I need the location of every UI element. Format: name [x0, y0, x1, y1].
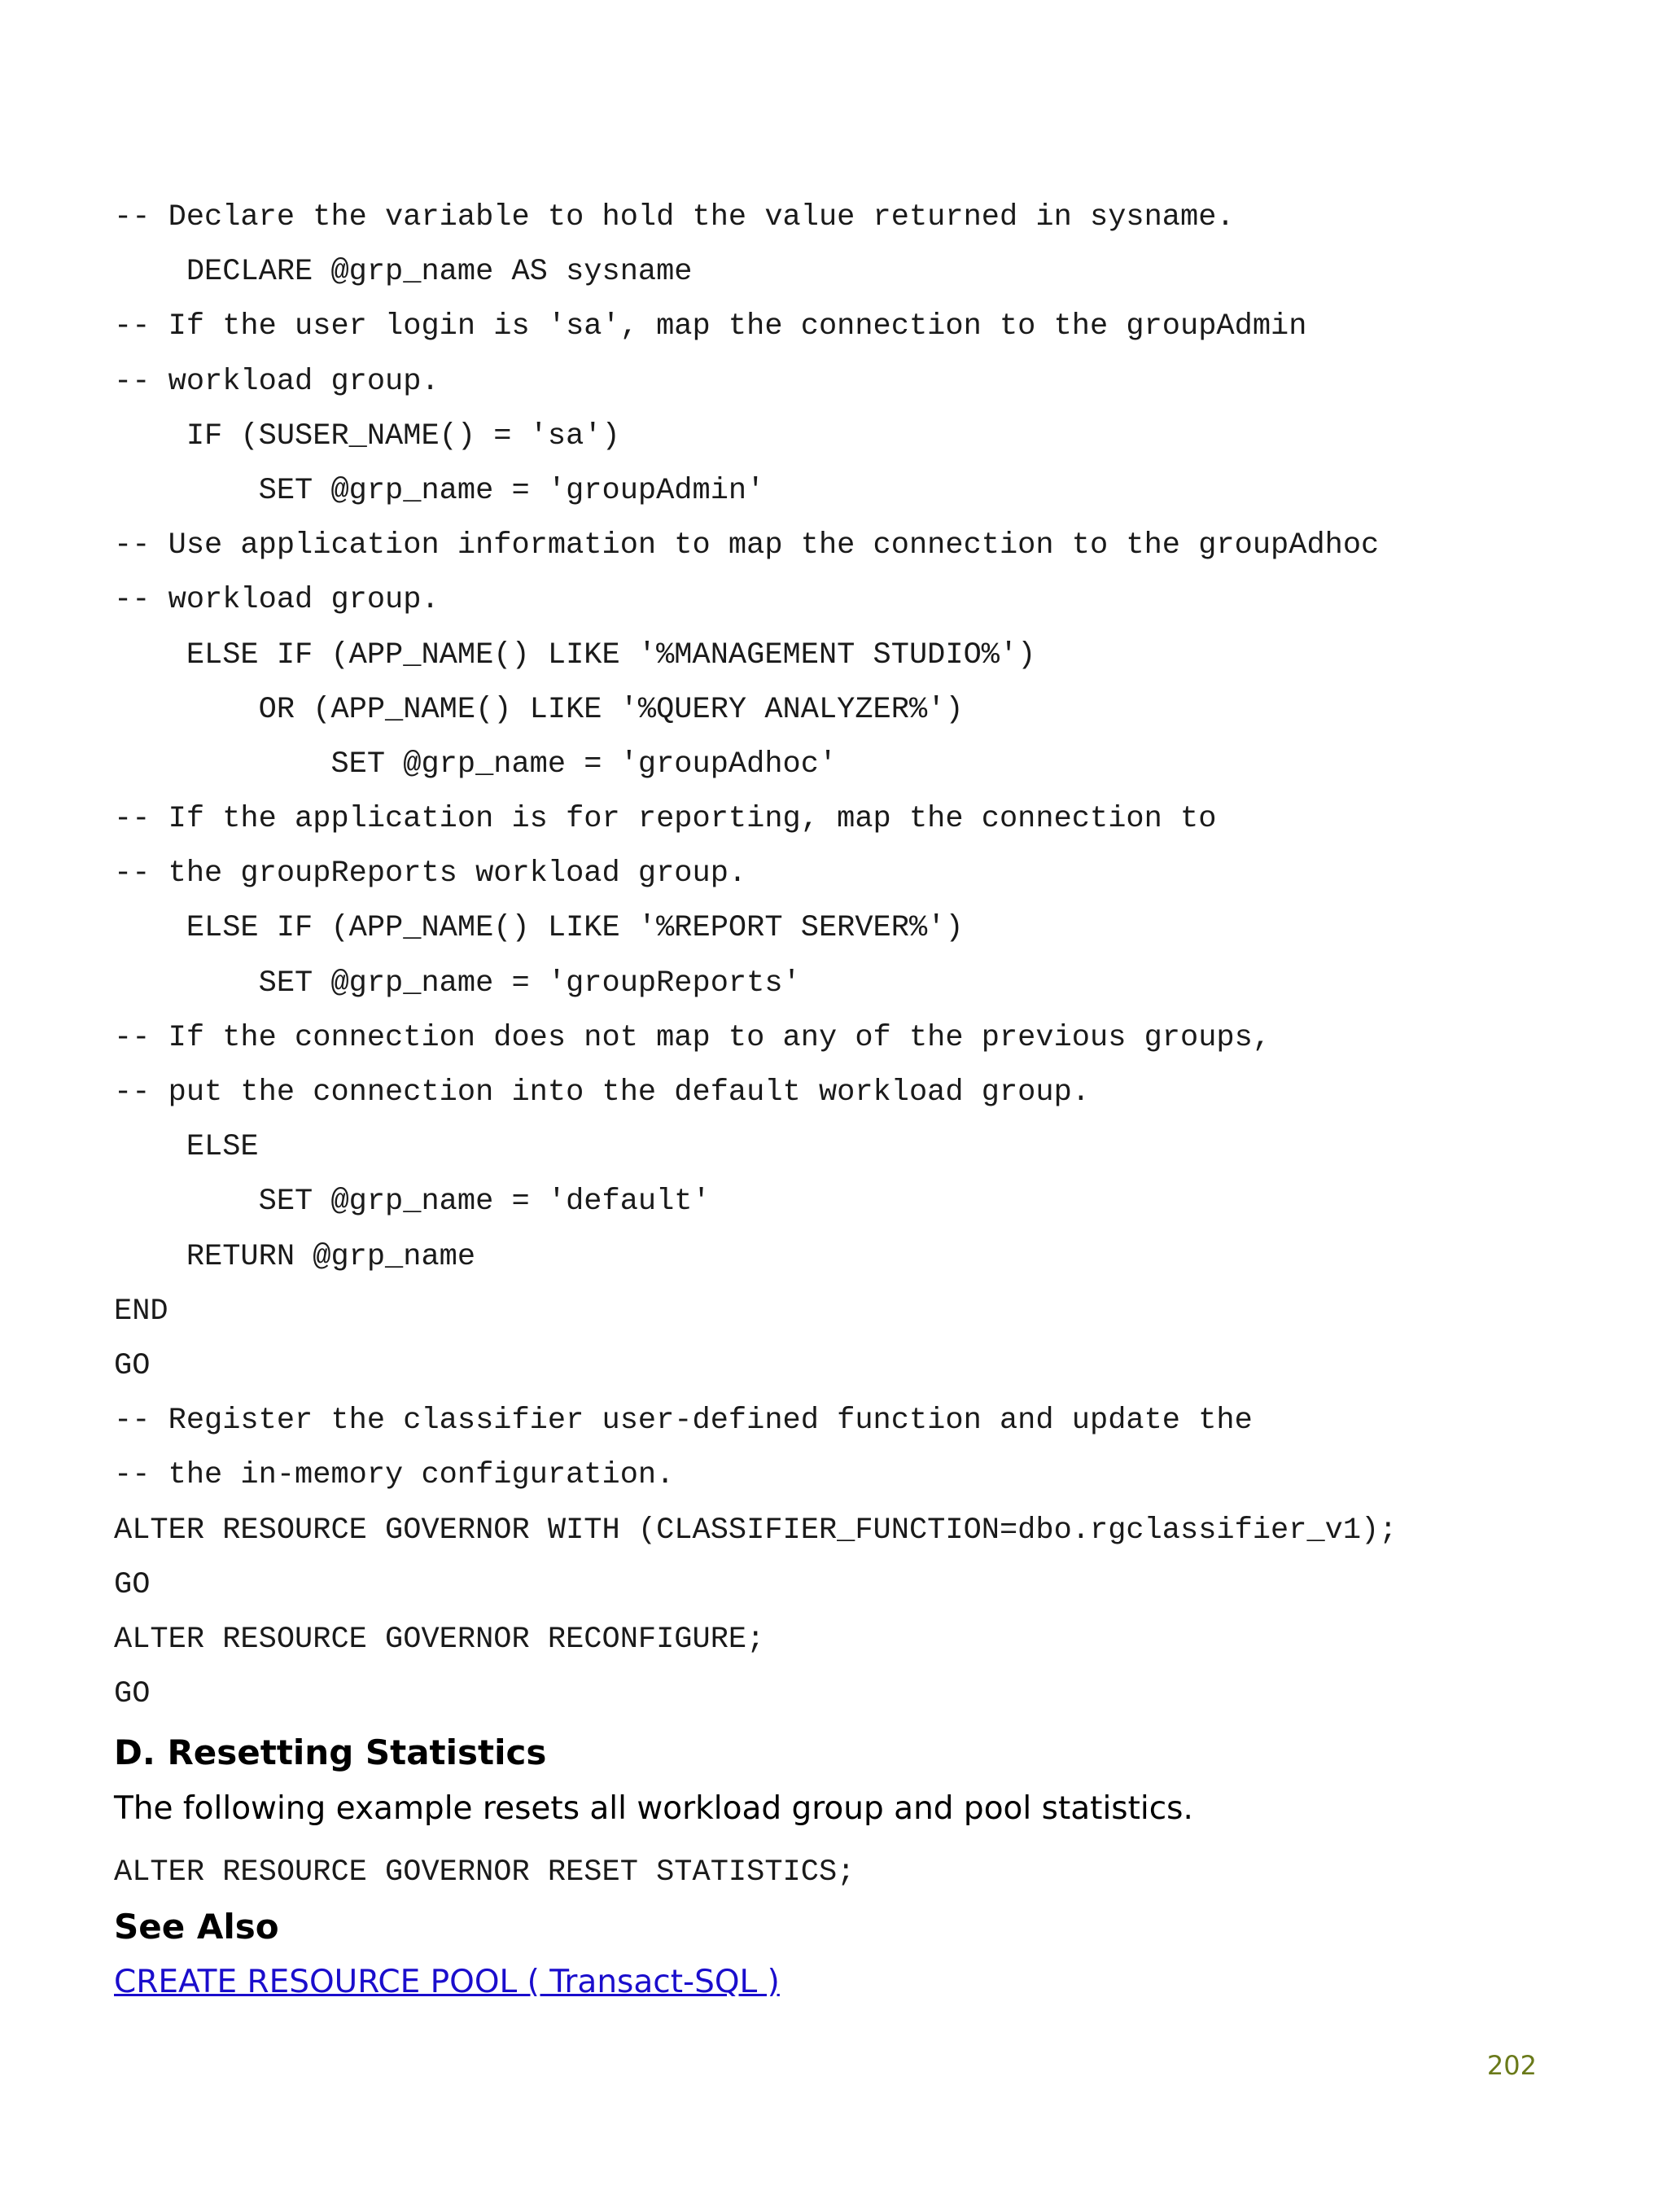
- code-line: -- Declare the variable to hold the value returned in sysname.: [114, 200, 1235, 234]
- code-line: -- workload group.: [114, 364, 440, 399]
- code-line: ALTER RESOURCE GOVERNOR RECONFIGURE;: [114, 1622, 765, 1657]
- code-line: SET @grp_name = 'groupAdhoc': [114, 747, 838, 782]
- code-line: GO: [114, 1567, 151, 1602]
- code-line: SET @grp_name = 'groupAdmin': [114, 473, 765, 508]
- create-resource-pool-link[interactable]: CREATE RESOURCE POOL ( Transact-SQL ): [114, 1964, 780, 2000]
- code-line: -- put the connection into the default workload group.: [114, 1075, 1090, 1110]
- code-line: -- workload group.: [114, 583, 440, 618]
- code-line: ELSE IF (APP_NAME() LIKE '%MANAGEMENT STUDIO%'): [114, 637, 1036, 672]
- code-line: ALTER RESOURCE GOVERNOR WITH (CLASSIFIER_FUNCTION=dbo.rgclassifier_v1);: [114, 1513, 1398, 1548]
- see-also-heading: See Also: [114, 1907, 279, 1947]
- code-line: -- Register the classifier user-defined function and update the: [114, 1404, 1253, 1439]
- code-line: -- If the connection does not map to any of the previous groups,: [114, 1020, 1271, 1055]
- code-line: ELSE IF (APP_NAME() LIKE '%REPORT SERVER%'): [114, 911, 964, 946]
- code-line: OR (APP_NAME() LIKE '%QUERY ANALYZER%'): [114, 692, 964, 727]
- code-block: [114, 191, 1579, 1722]
- code-line: IF (SUSER_NAME() = 'sa'): [114, 418, 620, 453]
- code-line: -- the in-memory configuration.: [114, 1458, 675, 1493]
- code-line: -- Use application information to map the connection to the groupAdhoc: [114, 528, 1380, 563]
- code-line: -- If the application is for reporting, map the connection to: [114, 802, 1217, 837]
- section-d-description: The following example resets all workload group and pool statistics.: [114, 1790, 1193, 1827]
- section-d-heading: D. Resetting Statistics: [114, 1732, 547, 1772]
- code-line: GO: [114, 1677, 151, 1712]
- code-line: -- If the user login is 'sa', map the connection to the groupAdmin: [114, 309, 1307, 344]
- code-line: DECLARE @grp_name AS sysname: [114, 255, 693, 290]
- code-line: SET @grp_name = 'default': [114, 1185, 711, 1220]
- reset-statistics-code: ALTER RESOURCE GOVERNOR RESET STATISTICS;: [114, 1855, 855, 1890]
- code-line: END: [114, 1294, 168, 1329]
- code-line: SET @grp_name = 'groupReports': [114, 966, 801, 1001]
- code-line: GO: [114, 1348, 151, 1383]
- code-line: RETURN @grp_name: [114, 1239, 476, 1274]
- code-line: -- the groupReports workload group.: [114, 856, 747, 891]
- code-line: ELSE: [114, 1130, 259, 1165]
- page-number: 202: [1486, 2050, 1537, 2081]
